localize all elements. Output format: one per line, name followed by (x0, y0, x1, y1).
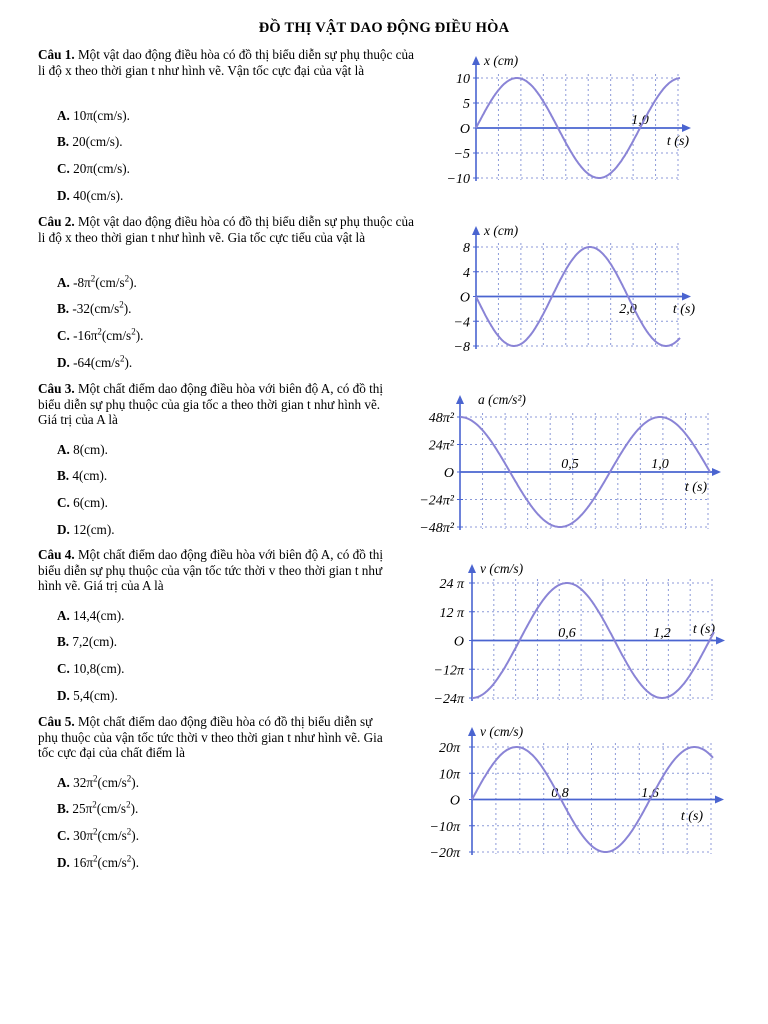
y-axis-arrow-icon (456, 395, 464, 404)
y-axis-label: v (cm/s) (480, 724, 524, 739)
x-tick-label: 1,6 (641, 786, 659, 801)
x-tick-label: 0,6 (558, 626, 576, 641)
question-text (38, 547, 388, 594)
y-tick-label: 48π² (428, 411, 454, 426)
x-axis-label: t (s) (680, 809, 704, 824)
question-label: Câu 4. (38, 547, 75, 562)
x-tick-label: 0,5 (561, 457, 579, 472)
y-axis-arrow-icon (468, 564, 476, 573)
question-3 (38, 381, 388, 537)
y-tick-label: 5 (463, 97, 470, 112)
y-tick-label: −48π² (419, 521, 454, 536)
x-tick-label: 1,0 (631, 113, 649, 128)
question-5 (38, 714, 388, 870)
y-tick-label: −4 (453, 315, 470, 331)
answer-option-a[interactable] (57, 275, 137, 291)
option-letter: B. (57, 468, 73, 483)
y-tick-label: 12 π (439, 605, 464, 621)
y-tick-label: −10 (446, 172, 470, 187)
x-axis-label: t (s) (672, 302, 696, 317)
answer-option-c[interactable] (57, 661, 124, 677)
answer-option-c[interactable] (57, 328, 143, 344)
y-axis-label: x (cm) (484, 53, 519, 68)
option-letter: C. (57, 161, 74, 176)
option-letter: C. (57, 828, 74, 843)
answer-option-d[interactable] (57, 522, 115, 538)
question-label: Câu 2. (38, 214, 75, 229)
answer-option-a[interactable] (57, 775, 139, 791)
y-tick-label: 4 (463, 265, 470, 281)
y-tick-label: O (449, 793, 460, 809)
y-tick-label: 10π (438, 767, 460, 783)
option-text: $-16\pi^2(cm/s^2)$. (73, 326, 144, 343)
x-axis-arrow-icon (715, 796, 724, 804)
y-tick-label: O (459, 290, 470, 306)
answer-option-b[interactable] (57, 301, 131, 317)
y-tick-label: 20π (438, 741, 460, 756)
option-text: 8(cm). (73, 442, 108, 457)
answer-option-b[interactable] (57, 634, 117, 650)
answer-option-d[interactable] (57, 355, 132, 371)
answer-option-b[interactable] (57, 468, 107, 484)
option-letter: B. (57, 634, 73, 649)
oscillation-graph-5 (412, 718, 732, 863)
question-1 (38, 47, 423, 203)
x-axis-arrow-icon (682, 293, 691, 301)
y-tick-label: 24 π (439, 577, 464, 592)
option-text: 5,4(cm). (73, 688, 118, 703)
option-text: 12(cm). (73, 522, 115, 537)
option-letter: A. (57, 108, 74, 123)
y-tick-label: 8 (463, 241, 470, 256)
answer-option-d[interactable] (57, 688, 118, 704)
option-text: 6(cm). (73, 495, 108, 510)
answer-option-c[interactable] (57, 828, 139, 844)
y-axis-label: a (cm/s²) (478, 392, 526, 407)
question-text (38, 714, 388, 761)
option-text: $16\pi^2(cm/s^2)$. (73, 853, 139, 870)
y-tick-label: −20π (429, 846, 460, 861)
y-axis-arrow-icon (468, 727, 476, 736)
option-text: 20π(cm/s). (73, 161, 130, 176)
option-letter: D. (57, 688, 74, 703)
option-text: $32\pi^2(cm/s^2)$. (73, 773, 139, 790)
x-tick-label: 1,2 (653, 626, 671, 641)
answer-option-a[interactable] (57, 108, 130, 124)
x-tick-label: 0,8 (551, 786, 569, 801)
option-letter: B. (57, 801, 73, 816)
option-letter: D. (57, 855, 74, 870)
question-body: Một vật dao động điều hòa có đồ thị biểu diễn sự phụ thuộc của li độ x theo thời gian t như hình vẽ. Vận tốc cực đại của vật là (38, 47, 414, 78)
question-label: Câu 1. (38, 47, 75, 62)
option-text: 4(cm). (72, 468, 108, 483)
option-letter: A. (57, 608, 74, 623)
option-text: 14,4(cm). (73, 608, 125, 623)
y-tick-label: −5 (453, 147, 470, 162)
y-tick-label: −10π (429, 819, 460, 835)
answer-option-a[interactable] (57, 608, 124, 624)
option-letter: C. (57, 661, 74, 676)
answer-option-c[interactable] (57, 495, 108, 511)
x-tick-label: 1,0 (651, 457, 669, 472)
answer-option-d[interactable] (57, 855, 139, 871)
y-axis-label: x (cm) (484, 223, 519, 238)
option-letter: A. (57, 275, 74, 290)
oscillation-graph-3 (412, 387, 722, 537)
option-text: 40(cm/s). (73, 188, 124, 203)
y-axis-arrow-icon (472, 56, 480, 65)
x-axis-arrow-icon (716, 637, 725, 645)
option-text: 20(cm/s). (72, 134, 123, 149)
answer-option-c[interactable] (57, 161, 130, 177)
option-letter: D. (57, 355, 74, 370)
x-axis-label: t (s) (684, 480, 708, 495)
question-body: Một chất điểm dao động điều hòa với biên độ A, có đồ thị biểu diễn sự phụ thuộc của vận tốc tức thời v theo thời gian t như hình vẽ. Giá trị của A là (38, 547, 384, 593)
option-text: 10π(cm/s). (73, 108, 130, 123)
oscillation-graph-4 (412, 553, 742, 708)
option-text: $25\pi^2(cm/s^2)$. (72, 799, 139, 816)
answer-option-b[interactable] (57, 134, 123, 150)
y-tick-label: O (453, 634, 464, 650)
option-letter: A. (57, 442, 74, 457)
x-axis-label: t (s) (692, 622, 716, 637)
question-body: Một vật dao động điều hòa có đồ thị biểu diễn sự phụ thuộc của li độ x theo thời gian t như hình vẽ. Gia tốc cực tiểu của vật là (38, 214, 414, 245)
y-tick-label: −24π² (419, 493, 454, 509)
answer-option-a[interactable] (57, 442, 108, 458)
option-text: 7,2(cm). (72, 634, 118, 649)
y-tick-label: O (459, 122, 470, 137)
page-title: ĐỒ THỊ VẬT DAO ĐỘNG ĐIỀU HÒA (258, 20, 510, 36)
y-tick-label: 24π² (428, 438, 454, 454)
y-tick-label: −12π (433, 663, 464, 679)
question-body: Một chất điểm dao động điều hòa có đồ thị biểu diễn sự phụ thuộc của vận tốc tức thời v theo thời gian t như hình vẽ. Gia tốc cực đại của chất điểm là (38, 714, 383, 760)
option-letter: C. (57, 328, 74, 343)
x-axis-arrow-icon (712, 468, 721, 476)
option-letter: D. (57, 522, 74, 537)
y-tick-label: 10 (456, 72, 470, 87)
option-text: $-32(cm/s^2)$. (72, 299, 132, 316)
x-axis-label: t (s) (666, 134, 690, 149)
question-label: Câu 3. (38, 381, 75, 396)
option-text: $-8\pi^2(cm/s^2)$. (73, 273, 137, 290)
answer-option-b[interactable] (57, 801, 138, 817)
x-axis-arrow-icon (682, 124, 691, 132)
option-letter: D. (57, 188, 74, 203)
option-text: $-64(cm/s^2)$. (73, 353, 133, 370)
option-letter: C. (57, 495, 74, 510)
question-body: Một chất điểm dao động điều hòa với biên độ A, có đồ thị biểu diễn sự phụ thuộc của gia tốc a theo thời gian t như hình vẽ. Giá trị của A là (38, 381, 384, 427)
oscillation-graph-2 (412, 218, 712, 358)
y-axis-label: v (cm/s) (480, 561, 524, 576)
question-4 (38, 547, 388, 703)
option-letter: B. (57, 301, 73, 316)
y-tick-label: O (443, 466, 454, 481)
x-tick-label: 2,0 (619, 302, 637, 317)
option-letter: B. (57, 134, 73, 149)
y-tick-label: −24π (433, 692, 464, 707)
option-letter: A. (57, 775, 74, 790)
option-text: $30\pi^2(cm/s^2)$. (73, 826, 139, 843)
option-text: 10,8(cm). (73, 661, 125, 676)
oscillation-graph-1 (412, 48, 712, 198)
question-text (38, 381, 388, 428)
question-label: Câu 5. (38, 714, 75, 729)
answer-option-d[interactable] (57, 188, 123, 204)
y-axis-arrow-icon (472, 226, 480, 235)
question-text (38, 214, 423, 245)
question-2 (38, 214, 423, 370)
y-tick-label: −8 (453, 340, 470, 355)
question-text (38, 47, 423, 78)
